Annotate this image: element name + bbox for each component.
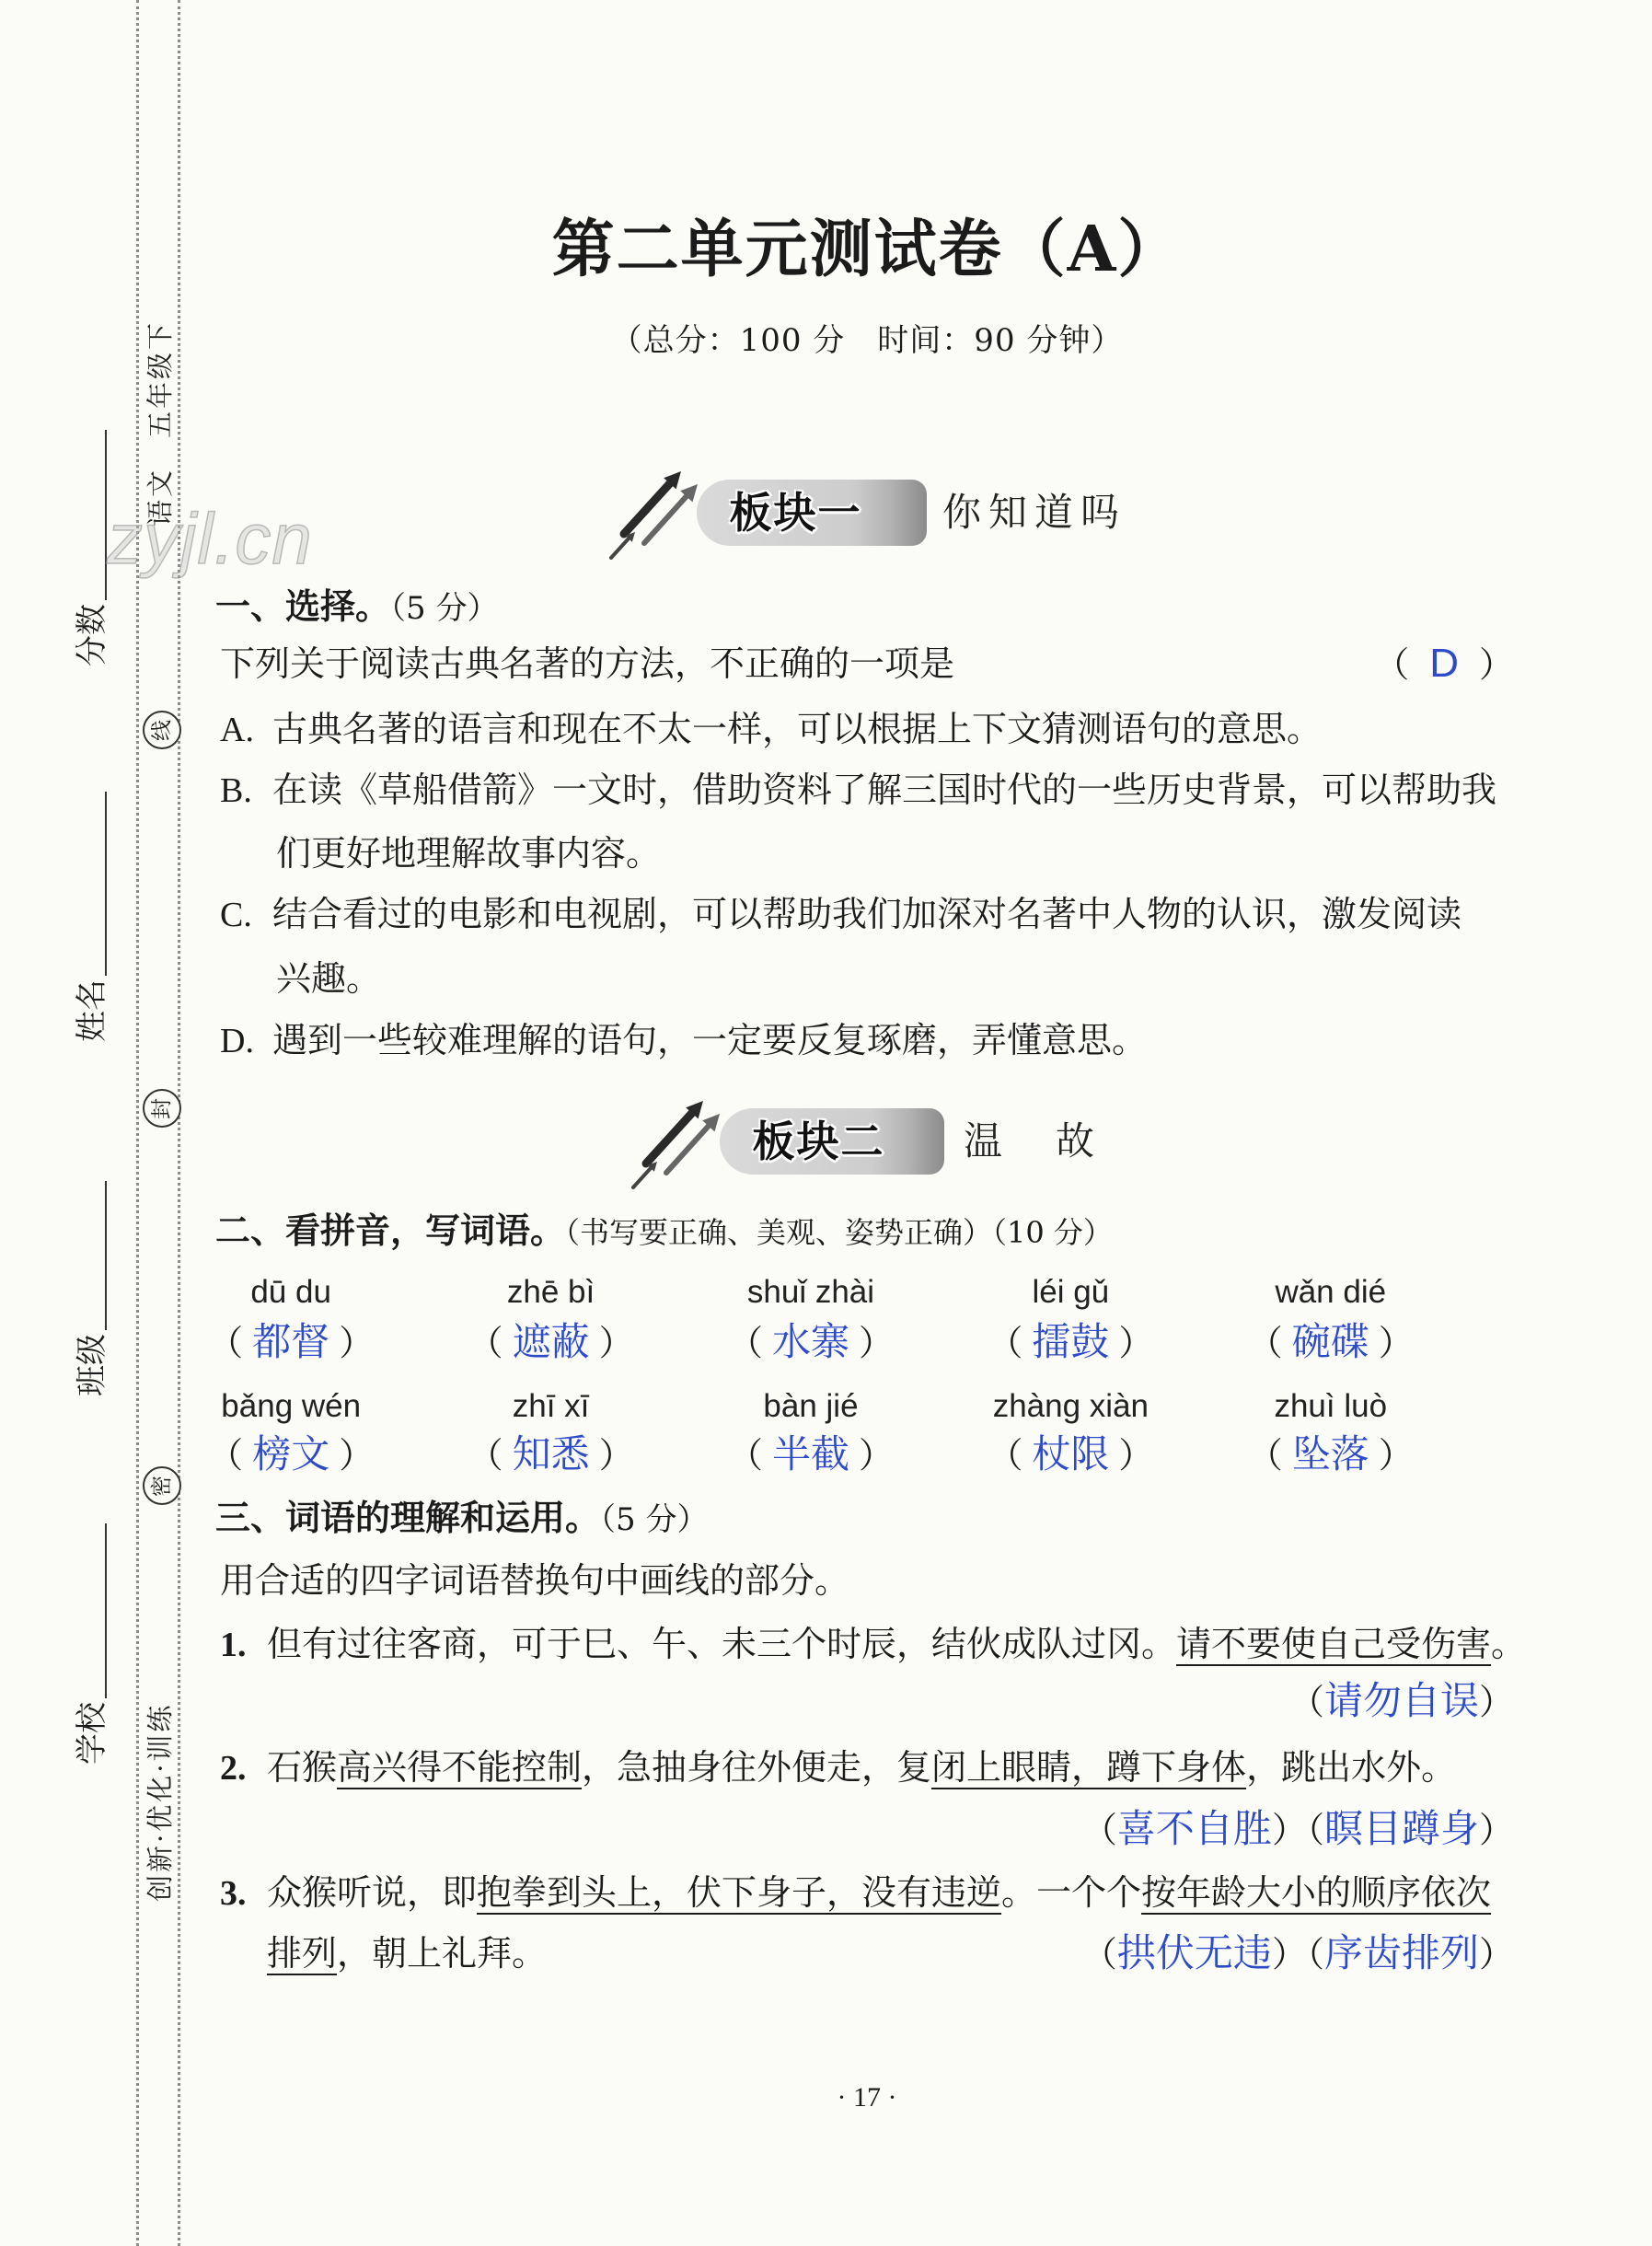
pinyin: wǎn dié xyxy=(1275,1274,1387,1310)
field-school-label: 学校 xyxy=(74,1702,110,1765)
paren-open: （ xyxy=(468,1323,503,1363)
underlined-phrase: 按年龄大小的顺序依次 xyxy=(1141,1872,1492,1913)
paren-close: ） xyxy=(858,1435,894,1476)
paren-close: ） xyxy=(339,1323,375,1363)
pinyin: bàn jié xyxy=(763,1388,859,1424)
idiom-answer: 拱伏无违 xyxy=(1116,1930,1272,1975)
block2-caption: 温 故 xyxy=(964,1118,1103,1164)
question-3 xyxy=(220,1870,1491,1916)
underlined-phrase: 抱拳到头上，伏下身子，没有违逆 xyxy=(477,1872,1002,1913)
word-answer: 碗碟 xyxy=(1291,1319,1369,1364)
question-text: 石猴 xyxy=(267,1747,338,1788)
seal-mark-seal-text: 封 xyxy=(149,1097,174,1119)
paren-open: （ xyxy=(1306,1810,1324,1850)
question-2-number: 2. xyxy=(220,1749,247,1788)
binding-dotted-line-inner xyxy=(178,0,180,2246)
section3-instruction: 用合适的四字词语替换句中画线的部分。 xyxy=(220,1560,850,1601)
binding-dotted-line-outer xyxy=(136,0,139,2246)
word-blank xyxy=(941,1318,1200,1366)
pinyin: dū du xyxy=(250,1274,331,1310)
seal-mark-line-text: 线 xyxy=(149,719,174,741)
word-answer: 杖限 xyxy=(1032,1431,1110,1476)
field-class-blank xyxy=(77,1181,107,1330)
field-name-label: 姓名 xyxy=(74,979,110,1042)
answer-paren-close: ） xyxy=(1478,644,1514,685)
block2-banner xyxy=(720,1108,944,1175)
underlined-phrase: 排列 xyxy=(267,1933,338,1974)
question-text: ，跳出水外。 xyxy=(1246,1747,1457,1788)
block1-tag: 板块一 xyxy=(729,488,862,538)
seal-mark-line xyxy=(143,711,181,749)
paren-open: （ xyxy=(1288,1682,1324,1722)
paren-open: （ xyxy=(208,1323,244,1363)
paren-close: ） xyxy=(1118,1323,1154,1363)
question-3-continued xyxy=(267,1930,547,1976)
question-3-answer xyxy=(1082,1930,1514,1976)
option-d-letter: D. xyxy=(220,1022,254,1060)
section3-score: （5 分） xyxy=(600,1501,709,1538)
field-score-label: 分数 xyxy=(74,604,110,666)
page-title: 第二单元测试卷（A） xyxy=(551,213,1183,286)
word-answer: 榜文 xyxy=(252,1431,330,1476)
field-class-label: 班级 xyxy=(74,1334,110,1396)
question-1-answer xyxy=(1289,1678,1514,1724)
pinyin-row-1 xyxy=(161,1269,1461,1315)
answer-row-1 xyxy=(161,1318,1461,1366)
question-1 xyxy=(220,1621,1526,1667)
word-answer: 坠落 xyxy=(1291,1431,1369,1476)
section1-score: （5 分） xyxy=(390,590,499,627)
paren-close: ） xyxy=(598,1323,634,1363)
option-c xyxy=(220,891,1461,937)
option-d-text: 遇到一些较难理解的语句，一定要反复琢磨，弄懂意思。 xyxy=(272,1020,1148,1060)
section3-title: 三、词语的理解和运用。 xyxy=(215,1497,601,1538)
paren-close: ） xyxy=(1271,1810,1307,1850)
pinyin: bǎng wén xyxy=(221,1388,362,1424)
paren-close: ） xyxy=(858,1323,894,1363)
subject-grade-label: 语文 五年级下 xyxy=(144,319,176,527)
option-c-text: 结合看过的电影和电视剧，可以帮助我们加深对名著中人物的认识，激发阅读 xyxy=(272,894,1462,934)
question-text: 。 xyxy=(1491,1624,1527,1664)
option-c-continued: 兴趣。 xyxy=(276,958,382,999)
word-answer: 半截 xyxy=(771,1431,849,1476)
seal-mark-secret-text: 密 xyxy=(149,1475,174,1497)
field-name-blank xyxy=(77,792,107,976)
field-name xyxy=(72,787,112,1042)
option-b xyxy=(220,767,1496,813)
section3-heading xyxy=(215,1495,708,1541)
word-answer: 知悉 xyxy=(512,1431,590,1476)
underlined-phrase: 请不要使自己受伤害 xyxy=(1176,1624,1492,1664)
section2-heading xyxy=(215,1208,1113,1254)
option-b-continued: 们更好地理解故事内容。 xyxy=(276,833,662,874)
pinyin: zhàng xiàn xyxy=(992,1388,1149,1424)
section2-score: （10 分） xyxy=(992,1215,1113,1250)
option-a xyxy=(220,706,1322,752)
option-a-text: 古典名著的语言和现在不太一样，可以根据上下文猜测语句的意思。 xyxy=(272,709,1323,749)
pinyin: zhuì luò xyxy=(1274,1388,1388,1424)
paren-open: （ xyxy=(988,1435,1023,1476)
question-text: 众猴听说，即 xyxy=(267,1872,478,1913)
arrows-icon xyxy=(607,453,703,560)
pinyin: léi gǔ xyxy=(1032,1274,1110,1310)
paren-close: ） xyxy=(1378,1323,1414,1363)
field-school-blank xyxy=(77,1523,107,1698)
page-subtitle: （总分：100 分 时间：90 分钟） xyxy=(610,322,1124,359)
word-answer: 水寨 xyxy=(771,1319,849,1364)
section2-note: （书写要正确、美观、姿势正确） xyxy=(565,1215,993,1250)
section2-title: 二、看拼音，写词语。 xyxy=(215,1210,566,1251)
paren-close: ） xyxy=(1478,1934,1514,1974)
paren-open: （ xyxy=(1081,1934,1117,1974)
underlined-phrase: 闭上眼睛，蹲下身体 xyxy=(931,1747,1247,1788)
block2-tag: 板块二 xyxy=(752,1117,885,1166)
question-2-answer xyxy=(1082,1806,1514,1852)
word-blank xyxy=(1201,1318,1461,1366)
paren-open: （ xyxy=(1247,1323,1283,1363)
option-a-letter: A. xyxy=(220,711,254,749)
paren-close: ） xyxy=(339,1435,375,1476)
paren-close: ） xyxy=(1478,1682,1514,1722)
field-class xyxy=(72,1176,112,1396)
watermark: zyjl.cn xyxy=(107,498,313,579)
question-1-number: 1. xyxy=(220,1626,247,1664)
paren-open: （ xyxy=(1247,1435,1283,1476)
section1-title: 一、选择。 xyxy=(215,585,391,627)
paren-close: ） xyxy=(1271,1934,1307,1974)
question-text: ，急抽身往外便走，复 xyxy=(582,1747,932,1788)
word-blank xyxy=(681,1318,941,1366)
paren-open: （ xyxy=(1306,1934,1324,1974)
option-b-text: 在读《草船借箭》一文时，借助资料了解三国时代的一些历史背景，可以帮助我 xyxy=(272,770,1497,810)
word-blank xyxy=(161,1430,421,1478)
word-blank xyxy=(681,1430,941,1478)
question-text: 但有过往客商，可于巳、午、未三个时辰，结伙成队过冈。 xyxy=(267,1624,1177,1664)
word-blank xyxy=(941,1430,1200,1478)
section1-heading xyxy=(215,584,498,630)
section1-answer-blank xyxy=(1374,641,1514,687)
pinyin: zhē bì xyxy=(506,1274,595,1310)
idiom-answer: 请勿自误 xyxy=(1323,1678,1479,1723)
idiom-answer: 瞑目蹲身 xyxy=(1323,1806,1479,1851)
word-blank xyxy=(421,1430,680,1478)
word-blank xyxy=(161,1318,421,1366)
page-number: · 17 · xyxy=(837,2082,897,2113)
field-score-blank xyxy=(77,430,107,600)
paren-open: （ xyxy=(468,1435,503,1476)
pinyin: shuǐ zhài xyxy=(746,1274,875,1310)
word-blank xyxy=(1201,1430,1461,1478)
block1-caption: 你知道吗 xyxy=(942,490,1127,535)
answer-row-2 xyxy=(161,1430,1461,1478)
field-school xyxy=(72,1523,112,1765)
word-answer: 擂鼓 xyxy=(1032,1319,1110,1364)
question-2 xyxy=(220,1744,1456,1790)
paren-open: （ xyxy=(208,1435,244,1476)
paren-open: （ xyxy=(988,1323,1023,1363)
answer-paren-open: （ xyxy=(1374,644,1410,685)
section1-stem: 下列关于阅读古典名著的方法，不正确的一项是 xyxy=(220,643,955,684)
block1-banner xyxy=(697,480,927,546)
option-c-letter: C. xyxy=(220,896,252,934)
seal-mark-seal xyxy=(143,1089,181,1128)
paren-open: （ xyxy=(1081,1810,1117,1850)
paren-close: ） xyxy=(1478,1810,1514,1850)
series-label: 创新·优化·训练 xyxy=(144,1702,176,1902)
paren-close: ） xyxy=(1378,1435,1414,1476)
option-b-letter: B. xyxy=(220,771,252,810)
arrows-icon xyxy=(630,1082,725,1189)
option-d xyxy=(220,1017,1147,1063)
question-3-number: 3. xyxy=(220,1874,247,1913)
pinyin: zhī xī xyxy=(512,1388,590,1424)
idiom-answer: 喜不自胜 xyxy=(1116,1806,1272,1851)
paren-open: （ xyxy=(727,1435,763,1476)
pinyin-row-2 xyxy=(161,1383,1461,1430)
paren-close: ） xyxy=(1118,1435,1154,1476)
idiom-answer: 序齿排列 xyxy=(1323,1930,1479,1975)
question-text: ，朝上礼拜。 xyxy=(337,1933,548,1974)
paren-open: （ xyxy=(727,1323,763,1363)
section1-answer: D xyxy=(1429,641,1459,686)
question-text: 。一个个 xyxy=(1001,1872,1142,1913)
paren-close: ） xyxy=(598,1435,634,1476)
word-answer: 都督 xyxy=(252,1319,330,1364)
word-blank xyxy=(421,1318,680,1366)
underlined-phrase: 高兴得不能控制 xyxy=(337,1747,583,1788)
word-answer: 遮蔽 xyxy=(512,1319,590,1364)
